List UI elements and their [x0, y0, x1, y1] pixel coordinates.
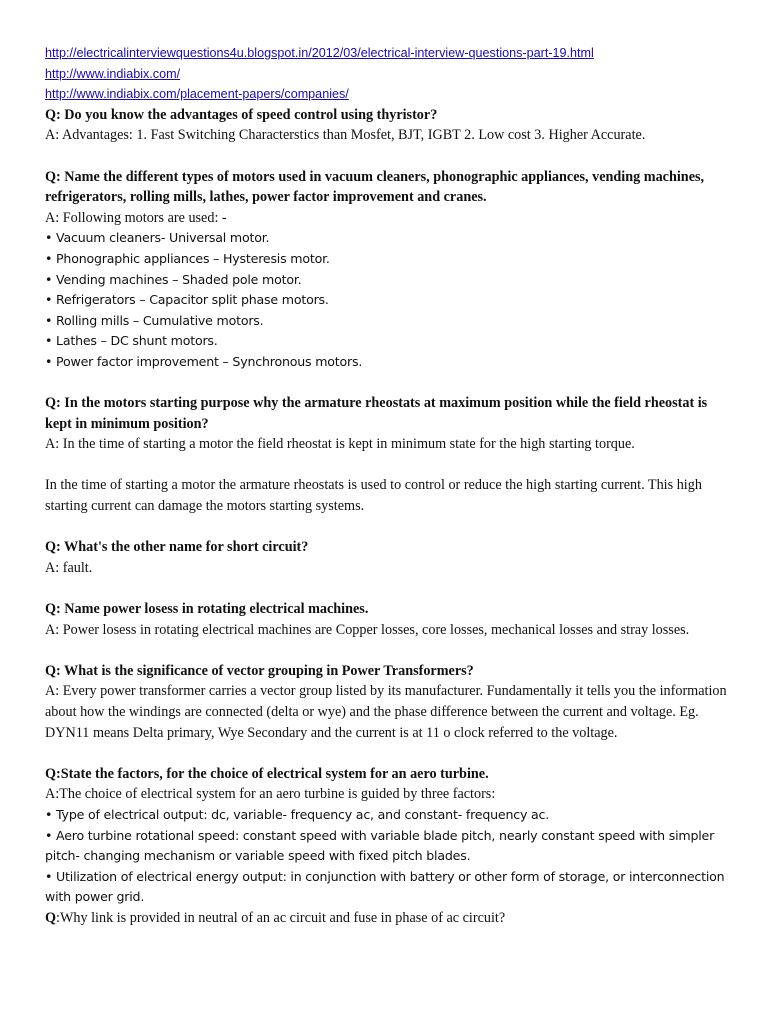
answer-rheostat-detail: In the time of starting a motor the armature rheostats is used to control or reduce the high starting current. This high starting current can damage the motors starting systems. — [45, 477, 702, 515]
answer-rheostat: A: In the time of starting a motor the field rheostat is kept in minimum state for the high starting torque. — [45, 436, 635, 453]
question-vector-grouping: Q: What is the significance of vector grouping in Power Transformers? — [45, 662, 474, 679]
question-thyristor: Q: Do you know the advantages of speed control using thyristor? — [45, 106, 438, 123]
link-indiabix-placement-papers[interactable]: http://www.indiabix.com/placement-papers/companies/ — [45, 87, 349, 102]
answer-thyristor: A: Advantages: 1. Fast Switching Characterstics than Mosfet, BJT, IGBT 2. Low cost 3. Higher Accurate. — [45, 127, 646, 144]
question-short-circuit: Q: What's the other name for short circuit? — [45, 539, 309, 556]
document-page — [45, 43, 735, 929]
question-motor-types: Q: Name the different types of motors used in vacuum cleaners, phonographic appliances, vending machines, refrigerators, rolling mills, lathes, power factor improvement and cranes. — [45, 168, 705, 206]
list-item: • Lathes – DC shunt motors. — [45, 333, 218, 349]
list-item: • Rolling mills – Cumulative motors. — [45, 312, 264, 328]
question-rheostat: Q: In the motors starting purpose why the armature rheostats at maximum position while the field rheostat is kept in minimum position? — [45, 395, 708, 432]
answer-motor-types: A: Following motors are used: - — [45, 209, 227, 226]
question-link-fuse-text: :Why link is provided in neutral of an ac circuit and fuse in phase of ac circuit? — [56, 909, 506, 926]
link-list — [45, 43, 735, 105]
list-item: • Power factor improvement – Synchronous motors. — [45, 353, 363, 369]
answer-vector-grouping: A: Every power transformer carries a vector group listed by its manufacturer. Fundamentally it tells you the information about how the windings are connected (delta or wye) and the phase difference between the current and voltage. Eg. DYN11 means Delta primary, Wye Secondary and the current is at 11 o clock referred to the voltage. — [45, 683, 727, 741]
list-item: • Type of electrical output: dc, variable- frequency ac, and constant- frequency ac. — [45, 806, 550, 822]
list-item: • Phonographic appliances – Hysteresis motor. — [45, 250, 330, 266]
link-electrical-interview-questions[interactable]: http://electricalinterviewquestions4u.blogspot.in/2012/03/electrical-interview-questions-part-19.html — [45, 46, 594, 60]
list-item: • Utilization of electrical energy output: in conjunction with battery or other form of storage, or interconnection with power grid. — [45, 868, 725, 905]
list-item: • Refrigerators – Capacitor split phase motors. — [45, 292, 329, 308]
question-link-fuse — [45, 908, 735, 929]
link-indiabix[interactable]: http://www.indiabix.com/ — [45, 66, 181, 81]
answer-aero-turbine: A:The choice of electrical system for an aero turbine is guided by three factors: — [45, 786, 496, 803]
question-power-losses: Q: Name power losess in rotating electrical machines. — [45, 601, 369, 618]
list-item: • Vacuum cleaners- Universal motor. — [45, 230, 270, 246]
answer-power-losses: A: Power losess in rotating electrical machines are Copper losses, core losses, mechanical losses and stray losses. — [45, 621, 690, 638]
list-item: • Vending machines – Shaded pole motor. — [45, 271, 302, 287]
question-prefix: Q — [45, 909, 57, 926]
answer-short-circuit: A: fault. — [45, 559, 93, 576]
question-aero-turbine: Q:State the factors, for the choice of electrical system for an aero turbine. — [45, 765, 489, 782]
list-item: • Aero turbine rotational speed: constant speed with variable blade pitch, nearly constant speed with simpler pitch- changing mechanism or variable speed with fixed pitch blades. — [45, 827, 715, 864]
